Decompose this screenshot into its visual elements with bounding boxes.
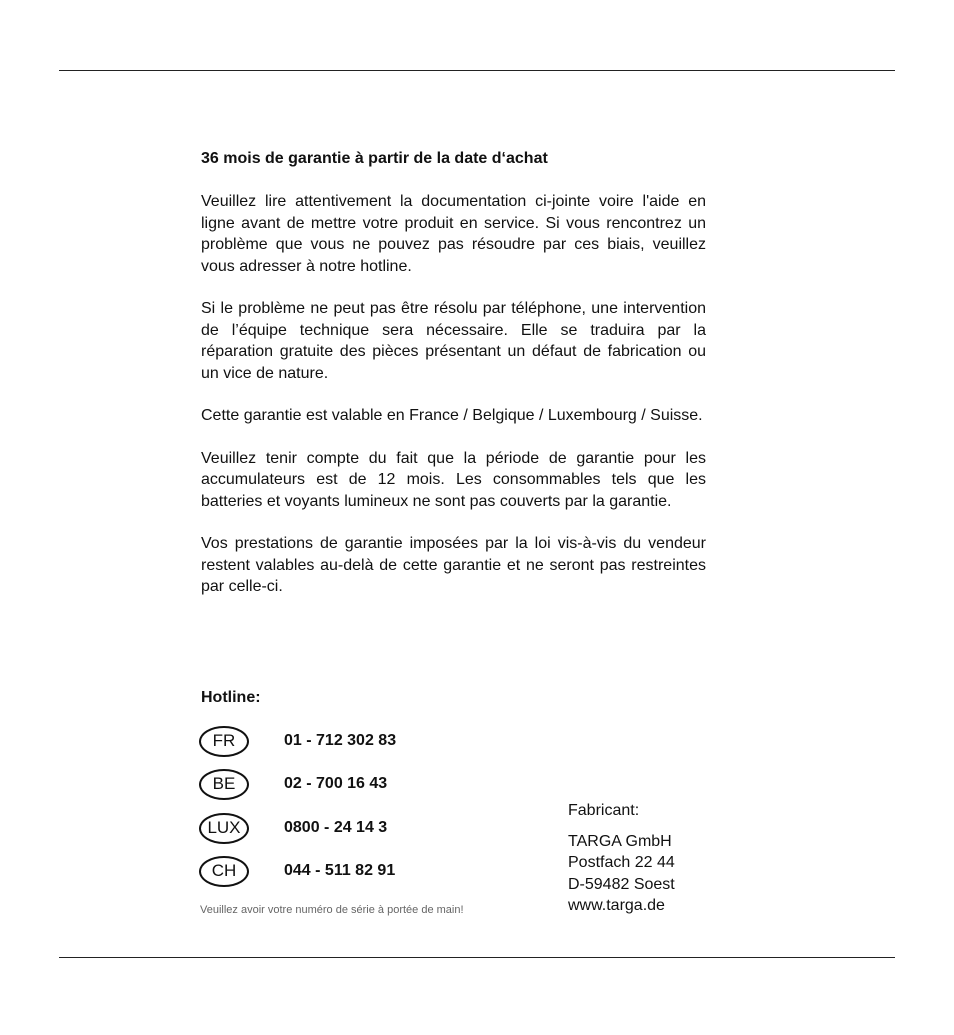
phone-number-ch: 044 - 511 82 91 [284,862,396,879]
hotline-row-ch [199,854,396,888]
hotline-row-be [199,767,388,801]
paragraph-legal: Vos prestations de garantie imposées par la loi vis-à-vis du vendeur restent valables au-delà de cette garantie et ne seront pas restreintes par celle-ci. [201,535,706,595]
manufacturer-address-line1: Postfach 22 44 [568,854,675,871]
country-badge-be: BE [199,769,249,800]
bottom-divider [59,957,895,958]
manufacturer-label: Fabricant: [568,802,640,819]
country-badge-fr: FR [199,726,249,757]
warranty-heading: 36 mois de garantie à partir de la date d‘achat [201,150,548,167]
paragraph-accumulators: Veuillez tenir compte du fait que la période de garantie pour les accumulateurs est de 12 mois. Les consommables tels que les batteries et voyants lumineux ne sont pas couverts par la garantie. [201,449,706,510]
manufacturer-name: TARGA GmbH [568,832,672,850]
warranty-text [201,149,706,619]
hotline-row-fr [199,724,397,758]
hotline-row-lux [199,811,388,845]
manufacturer-website[interactable]: www.targa.de [568,897,665,914]
serial-number-note: Veuillez avoir votre numéro de série à portée de main! [200,904,464,916]
manufacturer-address-line2: D-59482 Soest [568,875,675,893]
hotline-title: Hotline: [201,689,261,706]
phone-number-lux: 0800 - 24 14 3 [284,819,388,836]
paragraph-intro: Veuillez lire attentivement la documentation ci-jointe voire l'aide en ligne avant de mettre votre produit en service. Si vous rencontrez un problème que vous ne pouvez pas résoudre par ces biais, veuillez vous adresser à notre hotline. [201,193,706,275]
top-divider [59,70,895,71]
phone-number-fr: 01 - 712 302 83 [284,732,397,749]
manufacturer-block [568,800,675,917]
paragraph-validity: Cette garantie est valable en France / Belgique / Luxembourg / Suisse. [201,407,703,424]
paragraph-repair: Si le problème ne peut pas être résolu par téléphone, une intervention de l’équipe technique sera nécessaire. Elle se traduira par la réparation gratuite des pièces présentant un défaut de fabrication ou un vice de nature. [201,300,706,382]
country-badge-lux: LUX [199,813,249,844]
phone-number-be: 02 - 700 16 43 [284,775,388,792]
country-badge-ch: CH [199,856,249,887]
